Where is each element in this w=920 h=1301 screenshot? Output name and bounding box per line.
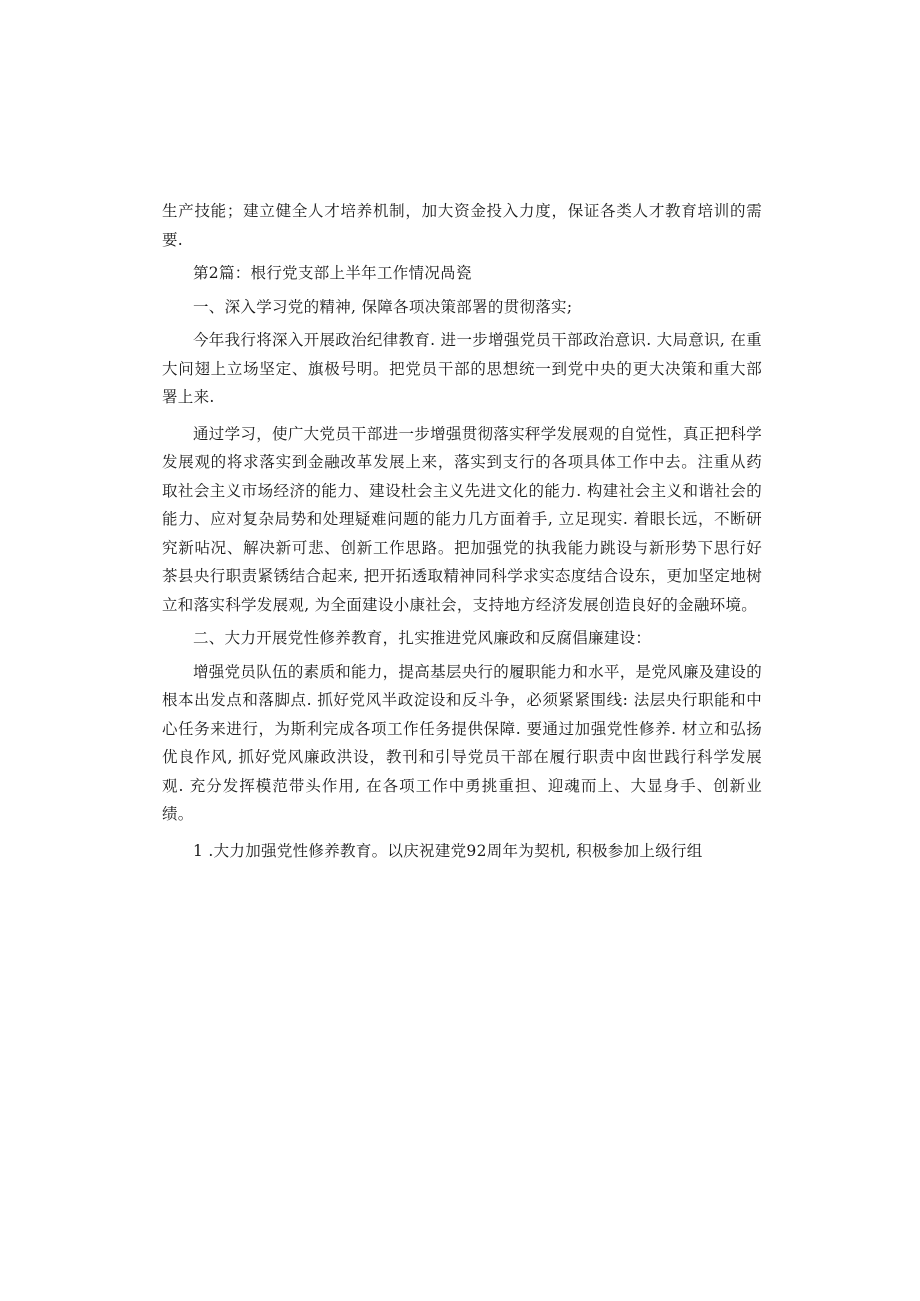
paragraph-political-education: 今年我行将深入开展政治纪律教育. 进一步增强党员干部政治意识. 大局意识, 在重大问翅上立场坚定、旗极号明。把党员干部的思想统一到党中央的更大决策和重大部署上来. [162, 331, 762, 406]
list-item-1: 1 .大力加强党性修养教育。以庆祝建党92周年为契机, 积极参加上级行组 [193, 841, 703, 860]
article-title: 第2篇：根行党支部上半年工作情况咼瓷 [193, 264, 472, 282]
section-heading-2: 二、大力开展党性修养教育，扎实推进党风廉政和反腐倡廉建设： [193, 629, 652, 647]
paragraph-party-building: 增强党员队伍的素质和能力，提高基层央行的履职能力和水平，是党风廉及建设的根本出发点和落脚点. 抓好党风半政淀设和反斗争，必须紧紧围线: 法层央行职能和中心任务来进行，为斯利完成各项工作任务提供保障. 要通过加强党性修养. 材立和弘扬优良作风, 抓好党风廉政洪设，教刊和引导党员干部在履行职责中囱世践行科学发展观. 充分发挥模范带头作用, 在各项工作中勇挑重担、迎魂而上、大显身手、创新业绩。 [162, 662, 762, 823]
document-body [162, 197, 762, 865]
section-heading-1: 一、深入学习党的精神, 保障各项决策部署的贯彻落实; [193, 297, 573, 316]
paragraph-study: 通过学习，使广大党员干部进一步增强贯彻落实秤学发展观的自觉性，真正把科学发展观的将求落实到金融改革发展上来，落实到支行的各项具体工作中去。注重从药取社会主义市场经济的能力、建设杜会主义先进文化的能力. 构建社会主义和谐社会的能力、应对复杂局势和处理疑难问题的能力几方面着手, 立足现实. 着眼长远，不断研究新呫况、解决新可悲、创新工作思路。把加强党的执我能力跳设与新形势下思行好茶县央行职责紧锈结合起来, 把开拓透取精神同科学求实态度结合设东，更加坚定地树立和落实科学发展观, 为全面建设小康社会，支持地方经济发展创造良好的金融环境。 [162, 424, 762, 614]
paragraph-continuation: 生产技能；建立健全人才培养机制，加大资金投入力度，保证各类人才教育培训的需要. [162, 202, 762, 249]
